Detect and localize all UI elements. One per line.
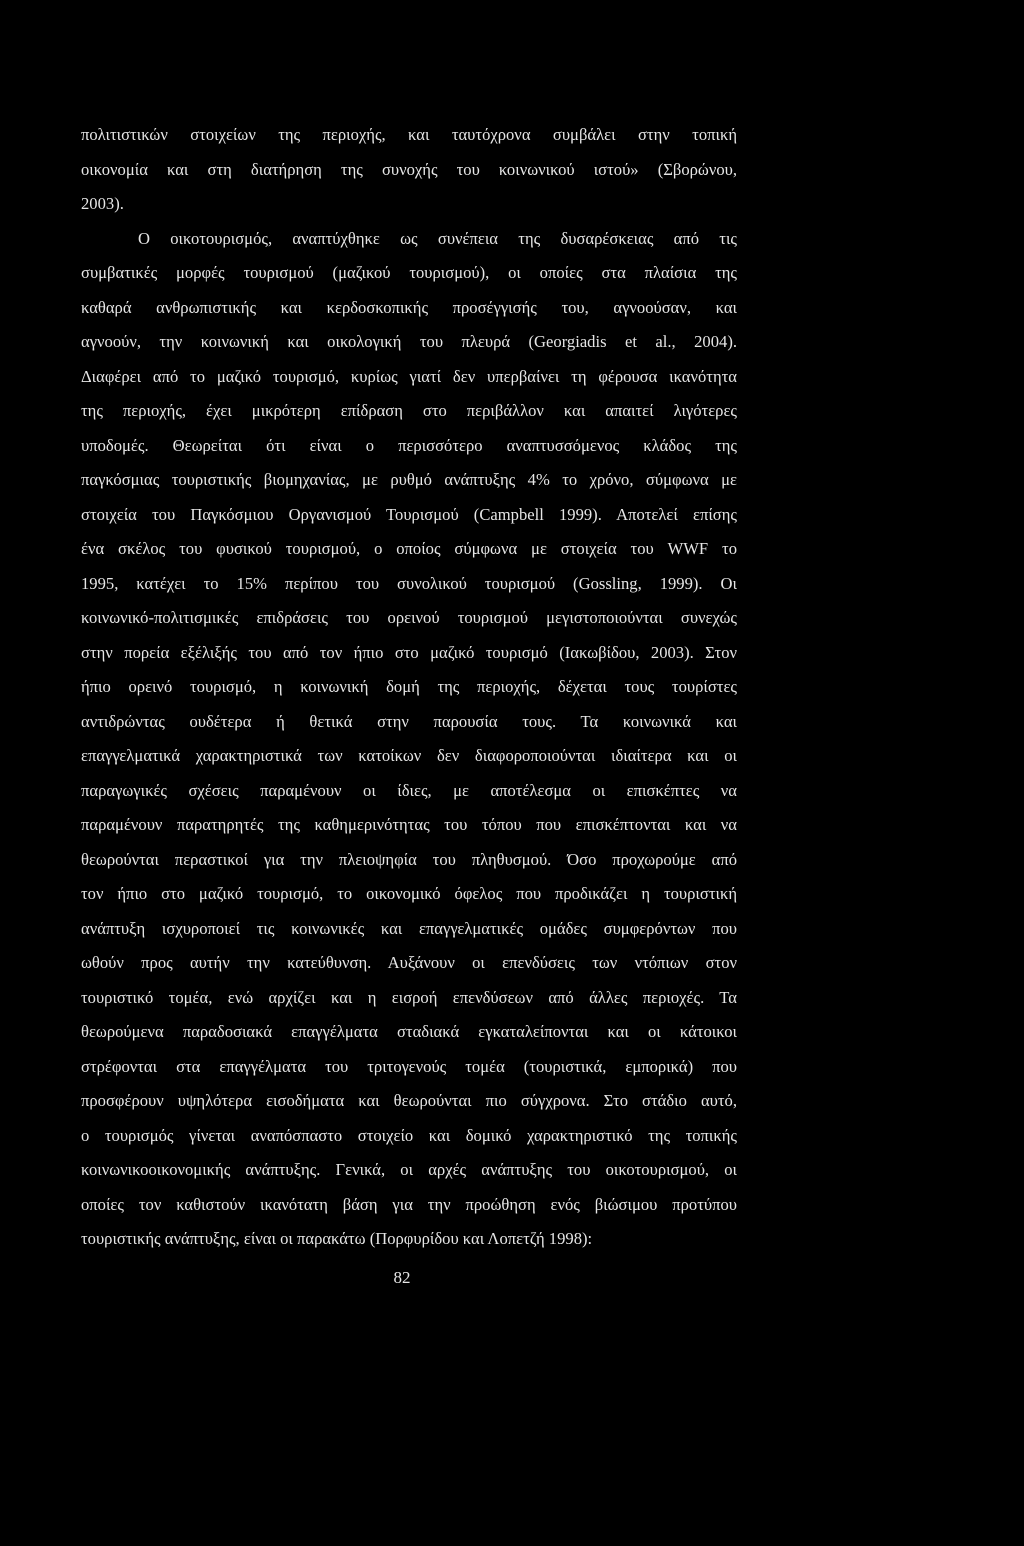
page-number: 82 xyxy=(393,1268,411,1287)
text-line: τον ήπιο στο μαζικό τουρισμό, το οικονομικό όφελος που προδικάζει η τουριστική xyxy=(81,884,737,903)
text-line: οικονομία και στη διατήρηση της συνοχής του κοινωνικού ιστού» (Σβορώνου, xyxy=(81,159,737,179)
text-body xyxy=(81,118,737,1257)
text-line: ωθούν προς αυτήν την κατεύθυνση. Αυξάνουν οι επενδύσεις των ντόπιων στον xyxy=(81,953,737,972)
text-line: της περιοχής, έχει μικρότερη επίδραση στο περιβάλλον και απαιτεί λιγότερες xyxy=(81,401,737,420)
text-line: ένα σκέλος του φυσικού τουρισμού, ο οποίος σύμφωνα με στοιχεία του WWF το xyxy=(81,539,737,558)
text-line: θεωρούνται περαστικοί για την πλειοψηφία του πληθυσμού. Όσο προχωρούμε από xyxy=(81,849,737,869)
text-line: στρέφονται στα επαγγέλματα του τριτογενούς τομέα (τουριστικά, εμπορικά) που xyxy=(81,1056,737,1076)
text-line: ήπιο ορεινό τουρισμό, η κοινωνική δομή της περιοχής, δέχεται τους τουρίστες xyxy=(81,677,737,696)
text-line: οποίες τον καθιστούν ικανότατη βάση για την προώθηση ενός βιώσιμου προτύπου xyxy=(81,1194,737,1214)
text-line: παγκόσμιας τουριστικής βιομηχανίας, με ρυθμό ανάπτυξης 4% το χρόνο, σύμφωνα με xyxy=(81,470,737,489)
text-line: στοιχεία του Παγκόσμιου Οργανισμού Τουρισμού (Campbell 1999). Αποτελεί επίσης xyxy=(81,504,737,524)
text-line: υποδομές. Θεωρείται ότι είναι ο περισσότερο αναπτυσσόμενος κλάδος της xyxy=(81,435,737,455)
text-line: κοινωνικοοικονομικής ανάπτυξης. Γενικά, οι αρχές ανάπτυξης του οικοτουρισμού, οι xyxy=(81,1160,737,1179)
text-line: Ο οικοτουρισμός, αναπτύχθηκε ως συνέπεια της δυσαρέσκειας από τις xyxy=(138,228,737,248)
text-line: αντιδρώντας ουδέτερα ή θετικά στην παρουσία τους. Τα κοινωνικά και xyxy=(81,711,737,731)
text-line: τουριστικό τομέα, ενώ αρχίζει και η εισροή επενδύσεων από άλλες περιοχές. Τα xyxy=(81,987,737,1007)
text-line: αγνοούν, την κοινωνική και οικολογική του πλευρά (Georgiadis et al., 2004). xyxy=(81,332,737,351)
text-line: κοινωνικό-πολιτισμικές επιδράσεις του ορεινού τουρισμού μεγιστοποιούνται συνεχώς xyxy=(81,608,737,627)
text-line: ανάπτυξη ισχυροποιεί τις κοινωνικές και επαγγελματικές ομάδες συμφερόντων που xyxy=(81,918,737,938)
text-line: παραγωγικές σχέσεις παραμένουν οι ίδιες, με αποτέλεσμα οι επισκέπτες να xyxy=(81,780,737,800)
text-line: ο τουρισμός γίνεται αναπόσπαστο στοιχείο και δομικό χαρακτηριστικό της τοπικής xyxy=(81,1125,737,1145)
text-line: προσφέρουν υψηλότερα εισοδήματα και θεωρούνται πιο σύγχρονα. Στο στάδιο αυτό, xyxy=(81,1091,737,1110)
text-line: Διαφέρει από το μαζικό τουρισμό, κυρίως γιατί δεν υπερβαίνει τη φέρουσα ικανότητα xyxy=(81,366,737,386)
text-line: 2003). xyxy=(81,194,124,213)
text-line: στην πορεία εξέλιξής του από τον ήπιο στο μαζικό τουρισμό (Ιακωβίδου, 2003). Στον xyxy=(81,642,737,662)
text-line: επαγγελματικά χαρακτηριστικά των κατοίκων δεν διαφοροποιούνται ιδιαίτερα και οι xyxy=(81,746,737,765)
text-line: θεωρούμενα παραδοσιακά επαγγέλματα σταδιακά εγκαταλείπονται και οι κάτοικοι xyxy=(81,1022,737,1041)
text-line: παραμένουν παρατηρητές της καθημερινότητας του τόπου που επισκέπτονται και να xyxy=(81,815,737,834)
text-line: τουριστικής ανάπτυξης, είναι οι παρακάτω (Πορφυρίδου και Λοπετζή 1998): xyxy=(81,1229,593,1248)
text-line: πολιτιστικών στοιχείων της περιοχής, και ταυτόχρονα συμβάλει στην τοπική xyxy=(81,125,737,144)
text-line: 1995, κατέχει το 15% περίπου του συνολικού τουρισμού (Gossling, 1999). Οι xyxy=(81,573,737,593)
text-line: συμβατικές μορφές τουρισμού (μαζικού τουρισμού), οι οποίες στα πλαίσια της xyxy=(81,263,737,282)
text-line: καθαρά ανθρωπιστικής και κερδοσκοπικής προσέγγισής του, αγνοούσαν, και xyxy=(81,297,737,317)
